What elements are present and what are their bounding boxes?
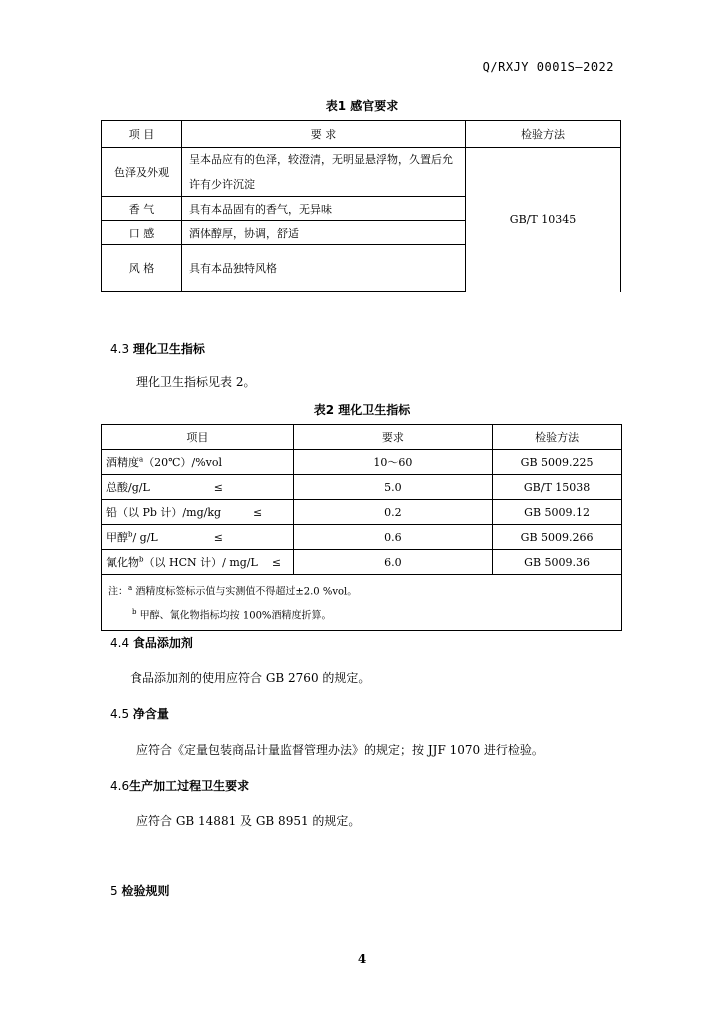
table1-row-item: 风 格	[128, 262, 155, 275]
section-4-6-heading	[110, 777, 249, 794]
table-row	[102, 550, 622, 575]
table1-sensory-requirements	[101, 120, 621, 292]
section-4-4-heading	[110, 634, 193, 651]
table2-item: 氰化物$^b$（以 HCN 计）/ mg/L ≤	[102, 550, 294, 575]
table-row	[102, 475, 622, 500]
section-title: 生产加工过程卫生要求	[129, 779, 250, 793]
section-4-4-text: 食品添加剂的使用应符合 GB 2760 的规定。	[130, 671, 371, 685]
table1-row-requirement: 具有本品固有的香气，无异味	[189, 202, 332, 216]
table2-header-row	[102, 425, 622, 450]
section-number: 4.4	[110, 636, 130, 650]
section-title: 净含量	[132, 707, 169, 721]
table2-item: 甲醇$^b$/ g/L ≤	[102, 525, 294, 550]
table1-row-item: 香 气	[128, 202, 155, 216]
section-title: 食品添加剂	[132, 636, 193, 650]
table2-note-row	[102, 575, 622, 631]
section-number: 4.6	[110, 779, 130, 793]
table2-method: GB 5009.266	[493, 525, 622, 550]
table2-item: 铅（以 Pb 计）/mg/kg ≤	[102, 500, 294, 525]
table2-physicochemical-indicators	[101, 424, 622, 631]
table2-method: GB 5009.12	[493, 500, 622, 525]
table1-header-requirement: 要 求	[310, 128, 337, 141]
table2-header-requirement: 要求	[293, 425, 492, 450]
section-title: 检验规则	[121, 884, 170, 898]
table1-header-item: 项 目	[128, 128, 155, 141]
page-number: 4	[357, 952, 367, 966]
table1-row-requirement: 具有本品独特风格	[189, 262, 277, 275]
table2-item: 总酸/g/L ≤	[102, 475, 294, 500]
table2-note-a: 酒精度标签标示值与实测值不得超过±2.0 %vol。	[135, 586, 358, 598]
table2-requirement: 5.0	[293, 475, 492, 500]
section-number: 5	[110, 884, 118, 898]
table1-row-item: 口 感	[128, 226, 155, 240]
table2-requirement: 6.0	[293, 550, 492, 575]
table1-row-item: 色泽及外观	[114, 166, 169, 179]
section-4-5-text: 应符合《定量包装商品计量监督管理办法》的规定；按 JJF 1070 进行检验。	[136, 743, 544, 757]
section-title: 理化卫生指标	[132, 342, 205, 356]
table-row	[102, 525, 622, 550]
table2-method: GB 5009.225	[493, 450, 622, 475]
section-number: 4.3	[110, 342, 130, 356]
table1-method-value: GB/T 10345	[509, 213, 577, 226]
table-row	[102, 450, 622, 475]
section-5-heading	[110, 882, 169, 899]
table2-requirement: 0.6	[293, 525, 492, 550]
section-number: 4.5	[110, 707, 130, 721]
table2-requirement: 0.2	[293, 500, 492, 525]
table2-item: 酒精度$^a$（20℃）/%vol	[102, 450, 294, 475]
table1-row-requirement: 酒体醇厚，协调，舒适	[189, 226, 299, 240]
table1-row-requirement-line1: 呈本品应有的色泽，较澄清，无明显悬浮物，久置后允	[189, 153, 453, 166]
table2-note-b: 甲醇、氰化物指标均按 100%酒精度折算。	[139, 610, 332, 622]
table2-requirement: 10～60	[293, 450, 492, 475]
section-4-3-text: 理化卫生指标见表 2。	[136, 375, 256, 389]
table1-row-requirement-line2: 许有少许沉淀	[189, 178, 255, 191]
section-4-5-heading	[110, 705, 169, 722]
table2-note: 注：$^a$ 酒精度标签标示值与实测值不得超过±2.0 %vol。 $^b$ 甲醇、氰化物指标均按 100%酒精度折算。	[102, 575, 622, 631]
section-4-6-text: 应符合 GB 14881 及 GB 8951 的规定。	[136, 814, 361, 828]
document-number: Q/RXJY 0001S—2022	[482, 60, 614, 74]
table2-method: GB 5009.36	[493, 550, 622, 575]
section-4-3-heading	[110, 340, 205, 357]
table1-header-method: 检验方法	[521, 128, 565, 141]
table2-header-item: 项目	[102, 425, 294, 450]
table2-caption: 表2 理化卫生指标	[313, 403, 411, 417]
table2-header-method: 检验方法	[493, 425, 622, 450]
table1-caption: 表1 感官要求	[325, 99, 399, 113]
table2-method: GB/T 15038	[493, 475, 622, 500]
table-row	[102, 500, 622, 525]
